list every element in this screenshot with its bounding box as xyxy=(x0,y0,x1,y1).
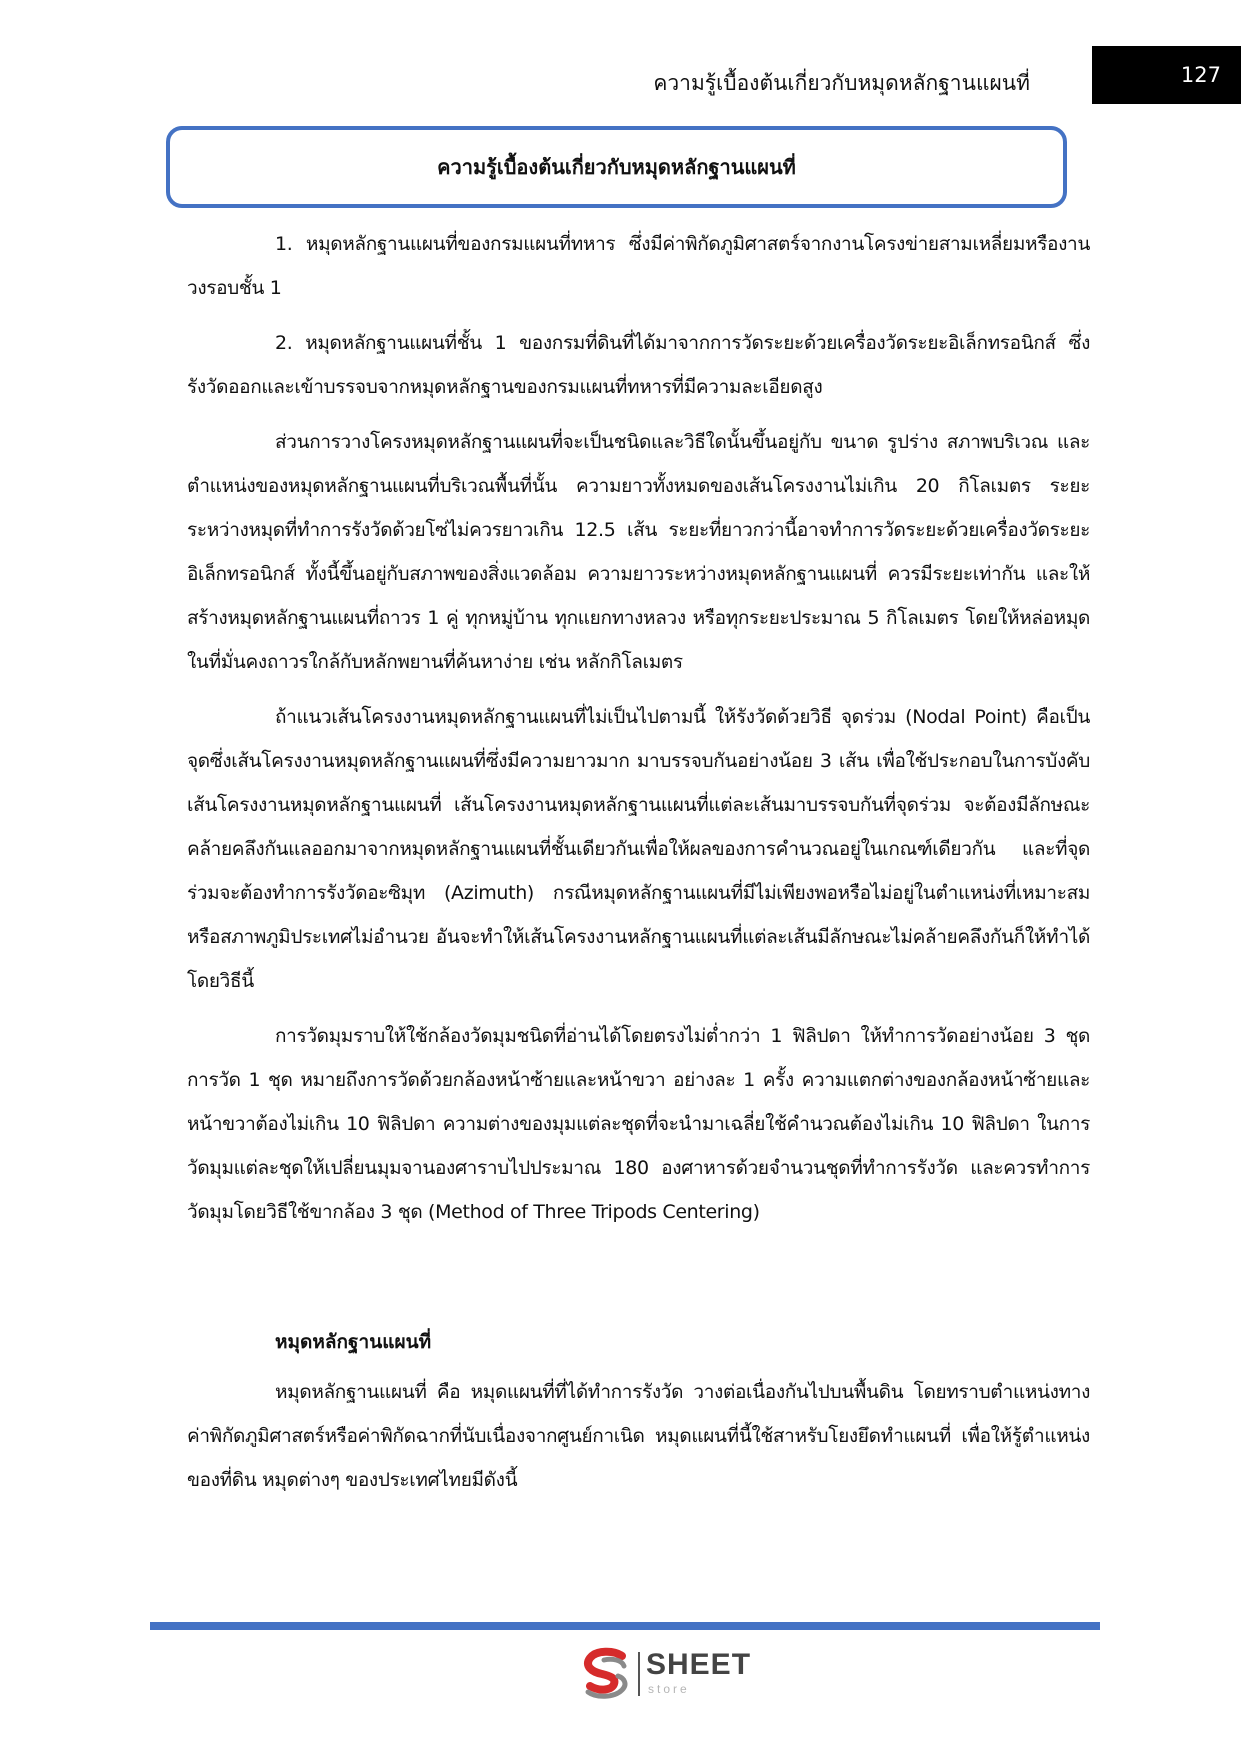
logo-sub: store xyxy=(648,1682,690,1696)
paragraph-item-1: 1. หมุดหลักฐานแผนที่ของกรมแผนที่ทหาร ซึ่งมีค่าพิกัดภูมิศาสตร์จากงานโครงข่ายสามเหลี่ยมหรืองานวงรอบชั้น 1 xyxy=(187,233,1090,299)
sheet-store-s-icon xyxy=(578,1646,634,1702)
sheet-store-logo xyxy=(578,1646,768,1702)
title-box-heading: ความรู้เบื้องต้นเกี่ยวกับหมุดหลักฐานแผนที่ xyxy=(437,155,796,179)
paragraph-layout: ส่วนการวางโครงหมุดหลักฐานแผนที่จะเป็นชนิดและวิธีใดนั้นขึ้นอยู่กับ ขนาด รูปร่าง สภาพบริเวณ และตำแหน่งของหมุดหลักฐานแผนที่บริเวณพื้นที่นั้น ความยาวทั้งหมดของเส้นโครงงานไม่เกิน 20 กิโลเมตร ระยะระหว่างหมุดที่ทำการรังวัดด้วยโซ่ไม่ควรยาวเกิน 12.5 เส้น ระยะที่ยาวกว่านี้อาจทำการวัดระยะด้วยเครื่องวัดระยะอิเล็กทรอนิกส์ ทั้งนี้ขึ้นอยู่กับสภาพของสิ่งแวดล้อม ความยาวระหว่างหมุดหลักฐานแผนที่ ควรมีระยะเท่ากัน และให้สร้างหมุดหลักฐานแผนที่ถาวร 1 คู่ ทุกหมู่บ้าน ทุกแยกทางหลวง หรือทุกระยะประมาณ 5 กิโลเมตร โดยให้หล่อหมุดในที่มั่นคงถาวรใกล้กับหลักพยานที่ค้นหาง่าย เช่น หลักกิโลเมตร xyxy=(187,431,1090,673)
logo-word: SHEET xyxy=(646,1648,752,1681)
page-number: 127 xyxy=(1180,63,1221,87)
logo-divider xyxy=(638,1652,640,1696)
section-heading: หมุดหลักฐานแผนที่ xyxy=(275,1331,432,1353)
body-content xyxy=(187,222,1090,1513)
running-header-title: ความรู้เบื้องต้นเกี่ยวกับหมุดหลักฐานแผนที่ xyxy=(653,71,1030,95)
title-box xyxy=(166,126,1067,208)
paragraph-angle-measurement: การวัดมุมราบให้ใช้กล้องวัดมุมชนิดที่อ่านได้โดยตรงไม่ต่ำกว่า 1 ฟิลิปดา ให้ทำการวัดอย่างน้อย 3 ชุด การวัด 1 ชุด หมายถึงการวัดด้วยกล้องหน้าซ้ายและหน้าขวา อย่างละ 1 ครั้ง ความแตกต่างของกล้องหน้าซ้ายและหน้าขวาต้องไม่เกิน 10 ฟิลิปดา ความต่างของมุมแต่ละชุดที่จะนำมาเฉลี่ยใช้คำนวณต้องไม่เกิน 10 ฟิลิปดา ในการวัดมุมแต่ละชุดให้เปลี่ยนมุมจานองศาราบไปประมาณ 180 องศาหารด้วยจำนวนชุดที่ทำการรังวัด และควรทำการวัดมุมโดยวิธีใช้ขากล้อง 3 ชุด (Method of Three Tripods Centering) xyxy=(187,1025,1090,1223)
paragraph-nodal-point: ถ้าแนวเส้นโครงงานหมุดหลักฐานแผนที่ไม่เป็นไปตามนี้ ให้รังวัดด้วยวิธี จุดร่วม (Nodal Point) คือเป็นจุดซึ่งเส้นโครงงานหมุดหลักฐานแผนที่ซึ่งมีความยาวมาก มาบรรจบกันอย่างน้อย 3 เส้น เพื่อใช้ประกอบในการบังคับเส้นโครงงานหมุดหลักฐานแผนที่ เส้นโครงงานหมุดหลักฐานแผนที่แต่ละเส้นมาบรรจบกันที่จุดร่วม จะต้องมีลักษณะคล้ายคลึงกันแลออกมาจากหมุดหลักฐานแผนที่ชั้นเดียวกันเพื่อให้ผลของการคำนวณอยู่ในเกณฑ์เดียวกัน และที่จุดร่วมจะต้องทำการรังวัดอะซิมุท (Azimuth) กรณีหมุดหลักฐานแผนที่มีไม่เพียงพอหรือไม่อยู่ในตำแหน่งที่เหมาะสมหรือสภาพภูมิประเทศไม่อำนวย อันจะทำให้เส้นโครงงานหลักฐานแผนที่แต่ละเส้นมีลักษณะไม่คล้ายคลึงกันก็ให้ทำได้โดยวิธีนี้ xyxy=(187,706,1090,992)
paragraph-item-2: 2. หมุดหลักฐานแผนที่ชั้น 1 ของกรมที่ดินที่ได้มาจากการวัดระยะด้วยเครื่องวัดระยะอิเล็กทรอนิกส์ ซึ่งรังวัดออกและเข้าบรรจบจากหมุดหลักฐานของกรมแผนที่ทหารที่มีความละเอียดสูง xyxy=(187,332,1090,398)
paragraph-definition: หมุดหลักฐานแผนที่ คือ หมุดแผนที่ที่ได้ทำการรังวัด วางต่อเนื่องกันไปบนพื้นดิน โดยทราบตำแหน่งทางค่าพิกัดภูมิศาสตร์หรือค่าพิกัดฉากที่นับเนื่องจากศูนย์กาเนิด หมุดแผนที่นี้ใช้สาหรับโยงยึดทำแผนที่ เพื่อให้รู้ตำแหน่งของที่ดิน หมุดต่างๆ ของประเทศไทยมีดังนี้ xyxy=(187,1381,1090,1491)
page-number-box xyxy=(1092,46,1241,104)
footer-rule xyxy=(150,1622,1100,1630)
